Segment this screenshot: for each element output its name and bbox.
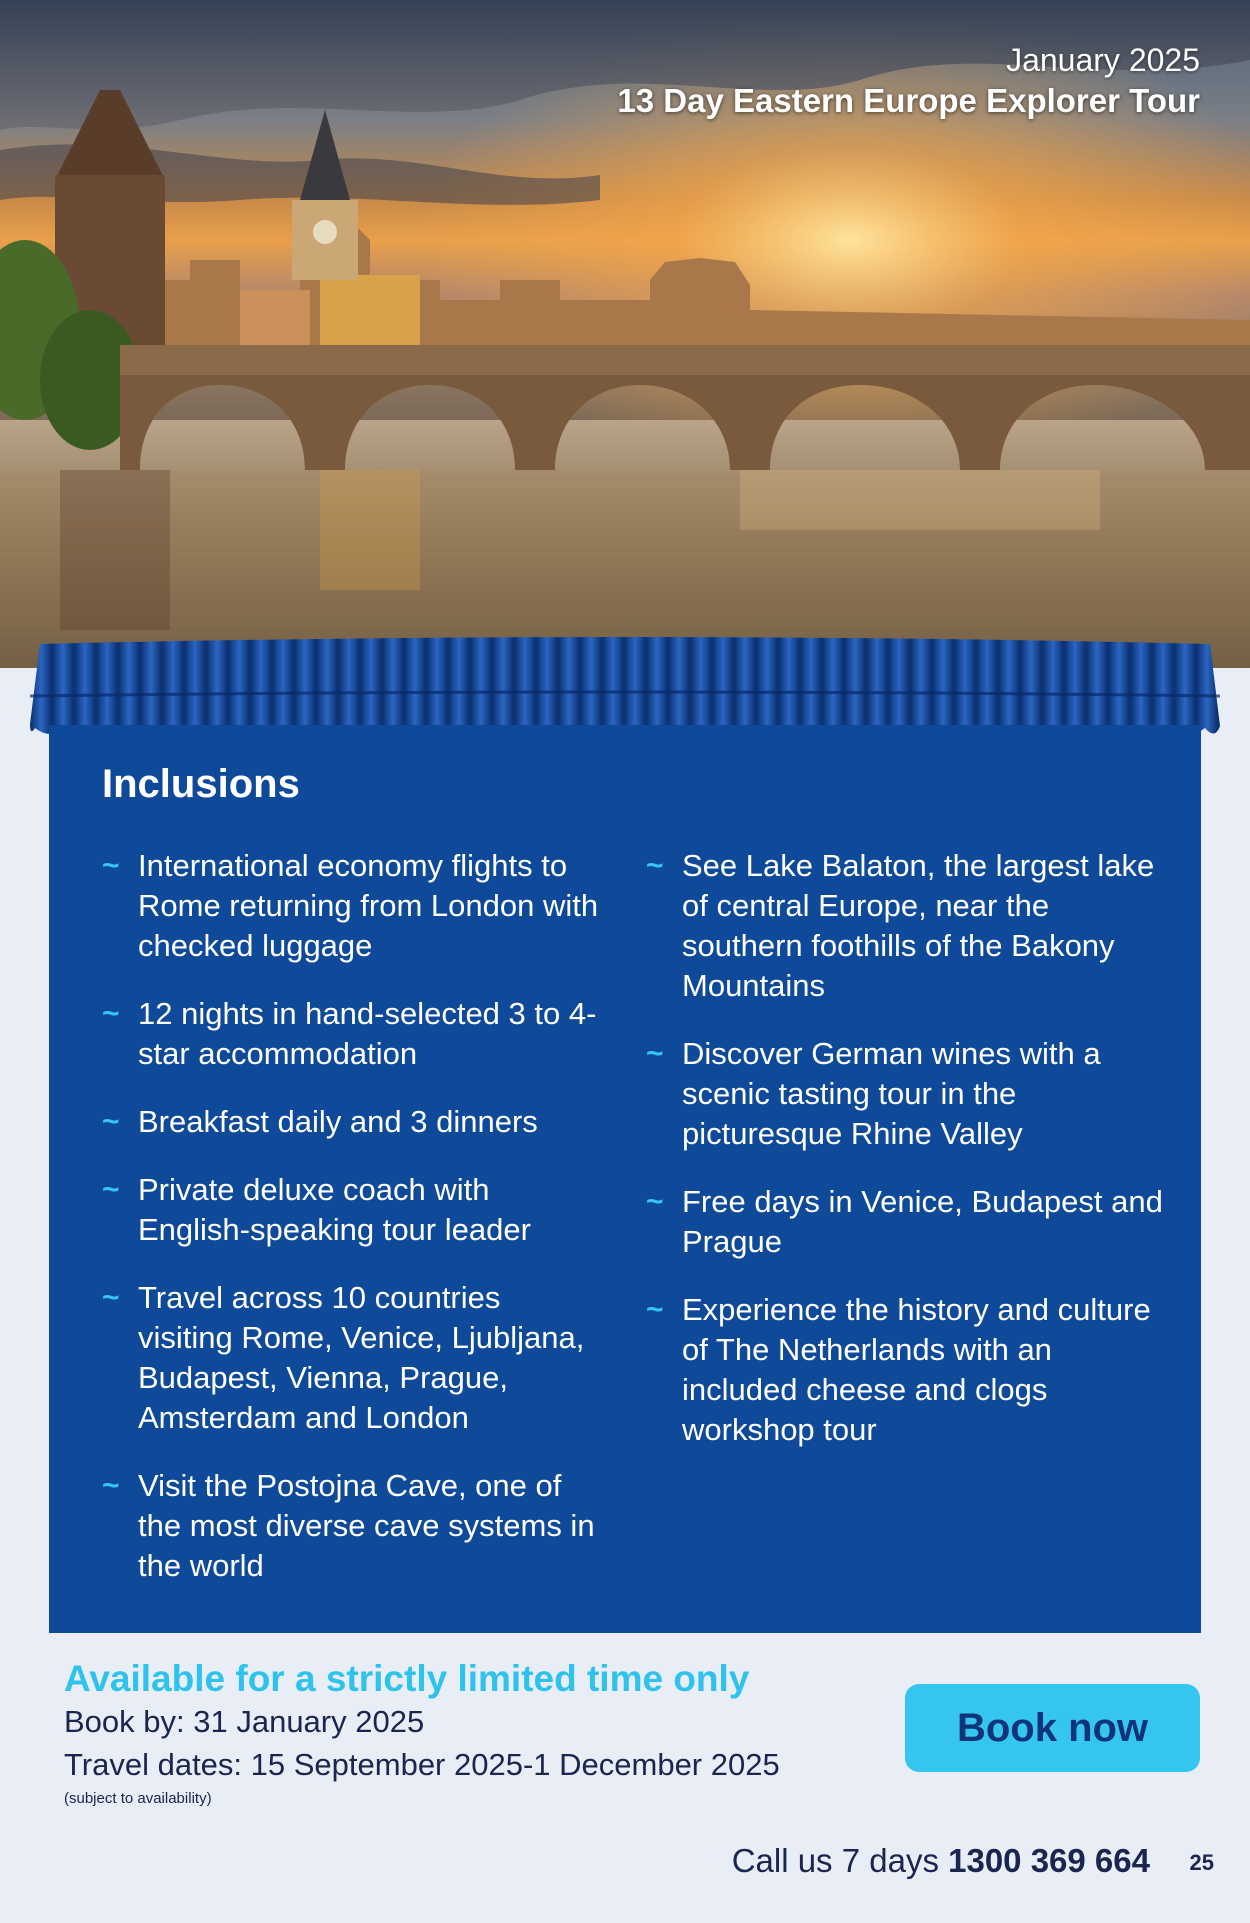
- travel-dates: Travel dates: 15 September 2025-1 December 2025: [64, 1747, 780, 1782]
- list-item: ~ Private deluxe coach with English-speaking tour leader: [102, 1172, 531, 1247]
- tilde-bullet-icon: ~: [102, 849, 120, 882]
- list-item: ~ International economy flights to Rome returning from London with checked luggage: [102, 848, 599, 963]
- tilde-bullet-icon: ~: [102, 1281, 120, 1314]
- list-item: ~ Breakfast daily and 3 dinners: [102, 1102, 602, 1142]
- page-number: 25: [1189, 1850, 1214, 1875]
- tilde-bullet-icon: ~: [102, 1469, 120, 1502]
- hero-date: January 2025: [1006, 42, 1200, 78]
- hero-photo: [0, 0, 1250, 668]
- call-us-line: [732, 1842, 1150, 1880]
- inclusions-list-right: [646, 846, 1166, 1478]
- tilde-bullet-icon: ~: [102, 1105, 120, 1138]
- tilde-bullet-icon: ~: [646, 1037, 664, 1070]
- inclusions-list-left: [102, 846, 602, 1614]
- tilde-bullet-icon: ~: [646, 849, 664, 882]
- list-item: ~ 12 nights in hand-selected 3 to 4-star accommodation: [102, 996, 597, 1071]
- list-item: ~ Experience the history and culture of The Netherlands with an included cheese and clogs workshop tour: [646, 1292, 1151, 1447]
- inclusions-heading: Inclusions: [102, 762, 300, 806]
- call-us-label: Call us 7 days: [731, 1842, 939, 1879]
- tour-title: 13 Day Eastern Europe Explorer Tour: [617, 82, 1200, 119]
- tilde-bullet-icon: ~: [102, 1173, 120, 1206]
- list-item: ~ Discover German wines with a scenic tasting tour in the picturesque Rhine Valley: [646, 1036, 1101, 1151]
- tilde-bullet-icon: ~: [646, 1185, 664, 1218]
- tilde-bullet-icon: ~: [646, 1293, 664, 1326]
- list-item: ~ Visit the Postojna Cave, one of the most diverse cave systems in the world: [102, 1468, 595, 1583]
- availability-note: (subject to availability): [64, 1790, 212, 1807]
- list-item: ~ Free days in Venice, Budapest and Prague: [646, 1184, 1163, 1259]
- tilde-bullet-icon: ~: [102, 997, 120, 1030]
- book-by-date: Book by: 31 January 2025: [64, 1704, 425, 1739]
- list-item: ~ See Lake Balaton, the largest lake of central Europe, near the southern foothills of the Bakony Mountains: [646, 848, 1155, 1003]
- limited-time-headline: Available for a strictly limited time only: [64, 1658, 750, 1699]
- list-item: ~ Travel across 10 countries visiting Rome, Venice, Ljubljana, Budapest, Vienna, Prague, Amsterdam and London: [102, 1280, 585, 1435]
- phone-number-link[interactable]: 1300 369 664: [948, 1842, 1150, 1879]
- book-now-button[interactable]: Book now: [905, 1684, 1200, 1772]
